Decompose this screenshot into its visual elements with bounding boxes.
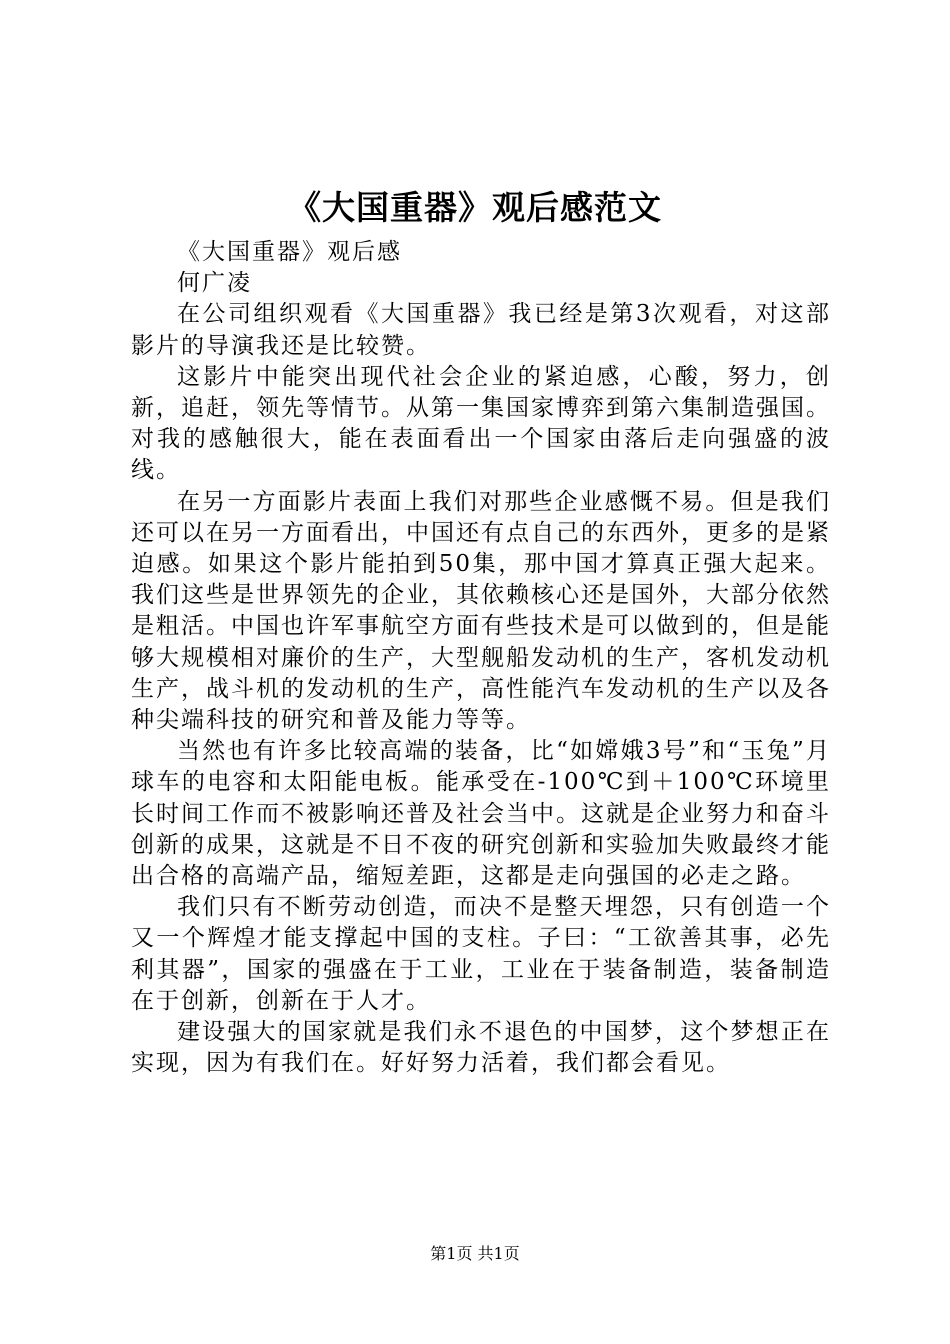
essay-subtitle: 《大国重器》观后感: [177, 239, 402, 265]
author-name: 何广凌: [177, 270, 252, 297]
document-title: 《大国重器》观后感范文: [288, 188, 662, 227]
paragraph-1: 在公司组织观看《大国重器》我已经是第3次观看，对这部影片的导演我还是比较赞。: [131, 301, 831, 359]
page-number-footer: 第1页 共1页: [430, 1244, 520, 1263]
paragraph-4: 当然也有许多比较高端的装备，比“如嫦娥3号”和“玉兔”月球车的电容和太阳能电板。能承受在-100℃到＋100℃环境里长时间工作而不被影响还普及社会当中。这就是企业努力和奋斗创新的成果，这就是不日不夜的研究创新和实验加失败最终才能出合格的高端产品，缩短差距，这都是走向强国的必走之路。: [131, 738, 831, 890]
paragraph-2: 这影片中能突出现代社会企业的紧迫感，心酸，努力，创新，追赶，领先等情节。从第一集国家博弈到第六集制造强国。对我的感触很大，能在表面看出一个国家由落后走向强盛的波线。: [131, 363, 831, 484]
paragraph-5: 我们只有不断劳动创造，而决不是整天埋怨，只有创造一个又一个辉煌才能支撑起中国的支柱。子曰：“工欲善其事，必先利其器”，国家的强盛在于工业，工业在于装备制造，装备制造在于创新，创新在于人才。: [131, 894, 831, 1014]
paragraph-3: 在另一方面影片表面上我们对那些企业感慨不易。但是我们还可以在另一方面看出，中国还有点自己的东西外，更多的是紧迫感。如果这个影片能拍到50集，那中国才算真正强大起来。我们这些是世界领先的企业，其依赖核心还是国外，大部分依然是粗活。中国也许军事航空方面有些技术是可以做到的，但是能够大规模相对廉价的生产，大型舰船发动机的生产，客机发动机生产，战斗机的发动机的生产，高性能汽车发动机的生产以及各种尖端科技的研究和普及能力等等。: [131, 488, 831, 734]
paragraph-6: 建设强大的国家就是我们永不退色的中国梦，这个梦想正在实现，因为有我们在。好好努力活着，我们都会看见。: [131, 1019, 831, 1077]
document-body: [131, 237, 831, 1079]
